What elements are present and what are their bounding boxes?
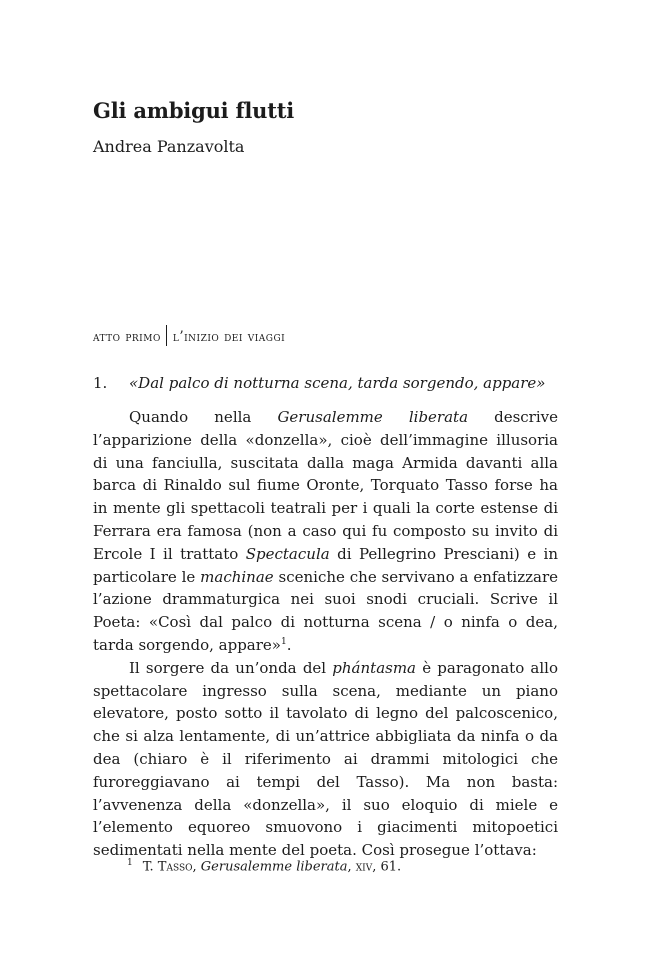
text-run: Quando nella — [129, 408, 278, 426]
footnote-author-surname: Tasso — [157, 859, 193, 875]
subsection-heading — [93, 374, 545, 392]
text-run: . — [286, 635, 292, 654]
text-run: descrive l’apparizione della «donzella», cioè dell’immagine illusoria di una fanciulla, suscitata dalla maga Armida davanti alla barca di Rinaldo sul fiume Oronte, Torquato Tasso forse ha in mente gli spettacoli teatrali per i quali la corte estense di Ferrara era famosa (non a caso qui fu composto su invito di Ercole I il trattato — [93, 408, 558, 563]
text-run: è paragonato allo spettacolare ingresso sulla scena, mediante un piano elevatore, posto sotto il tavolato di legno del palcoscenico, che si alza lentamente, di un’attrice abbigliata da ninfa o da dea (chiaro è il riferimento ai drammi mitologici che furoreggiavano ai tempi del Tasso). Ma non basta: l’avvenenza della «donzella», il suo eloquio di miele e l’elemento equoreo smuovono i giacimenti mitopoetici sedimentati nella mente del poeta. Così prosegue l’ottava: — [93, 658, 558, 860]
footnote: $^1$ T. Tasso, Gerusalemme liberata, xiv, 61. — [127, 858, 402, 875]
section-header — [93, 325, 285, 346]
text-run: sceniche che servivano a enfatizzare l’azione drammaturgica nei suoi snodi cruciali. Scrive il Poeta: «Così dal palco di notturna scena / o ninfa o dea, tarda sorgendo, appare» — [93, 567, 558, 654]
italic-text: phántasma — [332, 658, 416, 677]
text-run: di Pellegrino Presciani) e in particolare le — [93, 544, 558, 586]
footnote-ref: 1 — [280, 636, 287, 647]
italic-text: Gerusalemme liberata — [277, 408, 469, 426]
body-text — [93, 406, 558, 862]
subsection-quote: «Dal palco di notturna scena, tarda sorgendo, appare» — [129, 374, 546, 392]
footnote-reference: , xiv, 61. — [347, 859, 402, 875]
text-run: Il sorgere da un’onda del — [129, 658, 333, 677]
italic-text: Spectacula — [245, 544, 330, 563]
subsection-number: 1. — [93, 374, 108, 392]
chapter-title: Gli ambigui flutti — [93, 98, 294, 123]
section-part: atto primo — [93, 329, 161, 345]
footnote-number: 1 — [127, 858, 133, 868]
paragraph — [93, 657, 558, 862]
section-divider — [166, 325, 167, 346]
footnote-work: Gerusalemme liberata — [200, 859, 348, 875]
footnote-author-initial: T. — [142, 859, 154, 875]
paragraph — [93, 406, 558, 657]
author-name: Andrea Panzavolta — [93, 137, 245, 156]
italic-text: machinae — [200, 567, 274, 586]
section-subtitle: l’inizio dei viaggi — [172, 329, 286, 345]
